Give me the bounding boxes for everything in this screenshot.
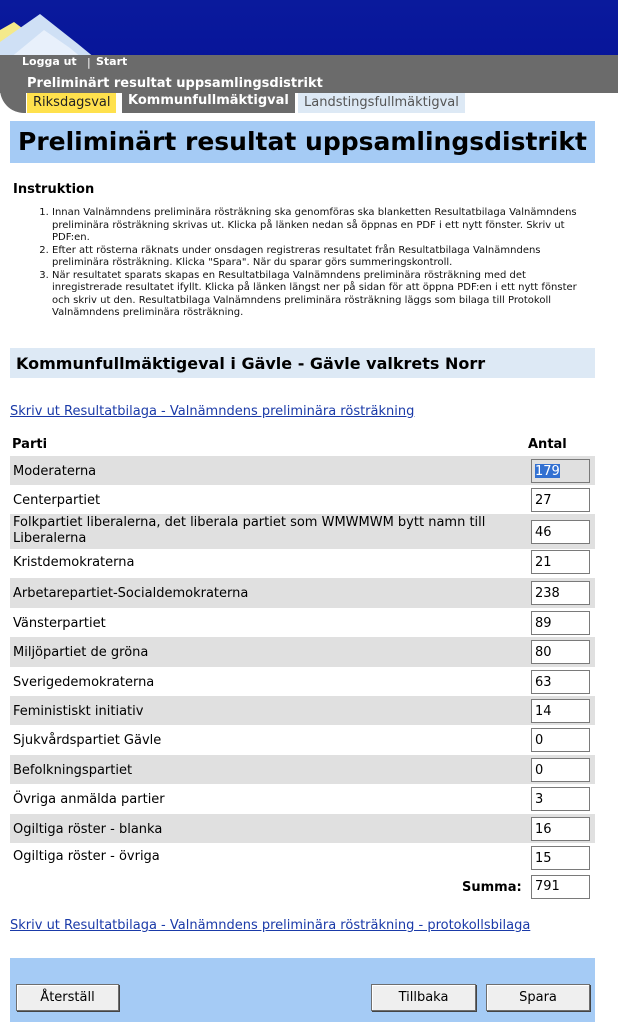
party-name: Befolkningspartiet: [13, 763, 133, 778]
logout-link[interactable]: Logga ut: [22, 55, 77, 68]
page-title: Preliminärt resultat uppsamlingsdistrikt: [18, 127, 587, 156]
votes-input-miljopartiet[interactable]: [531, 640, 590, 664]
election-section-header: [10, 348, 595, 378]
sum-value: 791: [531, 875, 590, 899]
party-name: Sjukvårdspartiet Gävle: [13, 733, 162, 748]
start-link[interactable]: Start: [96, 55, 128, 68]
votes-input-socialdemokraterna[interactable]: [531, 581, 590, 605]
party-name: Centerpartiet: [13, 493, 101, 508]
page-title-box: [10, 121, 595, 163]
party-name: Feministiskt initiativ: [13, 704, 144, 719]
table-row: [10, 514, 595, 549]
party-name: Folkpartiet liberalerna, det liberala partiet som WMWMWM bytt namn till Liberalerna: [13, 515, 486, 546]
votes-input-moderaterna[interactable]: [531, 459, 590, 483]
tab-kommunfullmaktigval[interactable]: Kommunfullmäktigval: [122, 91, 295, 113]
instructions-heading: Instruktion: [13, 182, 95, 197]
header-banner: [0, 0, 618, 58]
party-name: Arbetarepartiet-Socialdemokraterna: [13, 586, 249, 601]
sum-label: Summa:: [462, 880, 522, 895]
table-row: [10, 578, 595, 608]
votes-input-ovriga-partier[interactable]: [531, 787, 590, 811]
votes-input-ogiltiga-blanka[interactable]: [531, 817, 590, 841]
votes-input-befolkningspartiet[interactable]: [531, 758, 590, 782]
party-name: Övriga anmälda partier: [13, 792, 165, 807]
party-name: Kristdemokraterna: [13, 555, 135, 570]
back-button[interactable]: Tillbaka: [371, 984, 476, 1011]
party-name: Sverigedemokraterna: [13, 675, 155, 690]
votes-input-sverigedemokraterna[interactable]: [531, 670, 590, 694]
table-row: [10, 843, 595, 873]
party-name: Moderaterna: [13, 464, 97, 479]
table-row: [10, 755, 595, 784]
party-name: Miljöpartiet de gröna: [13, 645, 149, 660]
votes-input-feministiskt-initiativ[interactable]: [531, 699, 590, 723]
party-name: Ogiltiga röster - blanka: [13, 822, 163, 837]
tab-riksdagsval[interactable]: Riksdagsval: [27, 93, 116, 113]
table-row: [10, 784, 595, 814]
tab-landstingsfullmaktigval[interactable]: Landstingsfullmäktigval: [298, 93, 465, 113]
table-row: [10, 696, 595, 725]
instruction-item: 2. Efter att rösterna räknats under onsdagen registreras resultatet från Resultatbilaga Valnämndens preliminära rösträkning. Klicka "Spara". När du sparar görs summeringskontroll.: [52, 245, 594, 270]
table-row: [10, 814, 595, 843]
top-navigation: [0, 55, 618, 71]
votes-input-ogiltiga-ovriga[interactable]: [531, 846, 590, 870]
party-results-table: [10, 456, 595, 873]
instruction-item: 3. När resultatet sparats skapas en Resultatbilaga Valnämndens preliminära rösträkning med det inregistrerade resultatet ifyllt. Klicka på länken längst ner på sidan för att öppna PDF:en i ett nytt fönster och skriv ut den. Resultatbilaga Valnämndens preliminära rösträkning läggs som bilaga till Protokoll Valnämndens preliminära rösträkning.: [52, 270, 594, 320]
votes-input-folkpartiet[interactable]: [531, 520, 590, 544]
table-row: [10, 608, 595, 637]
print-resultatbilaga-link[interactable]: Skriv ut Resultatbilaga - Valnämndens preliminära rösträkning: [10, 404, 415, 419]
instruction-item: 1. Innan Valnämndens preliminära rösträkning ska genomföras ska blanketten Resultatbilaga Valnämndens preliminära rösträkning skrivas ut. Klicka på länken nedan så öppnas en PDF i ett nytt fönster. Skriv ut PDF:en.: [52, 207, 594, 245]
print-protokollsbilaga-link[interactable]: Skriv ut Resultatbilaga - Valnämndens preliminära rösträkning - protokollsbilaga: [10, 918, 531, 933]
mountain-logo-icon: [0, 0, 120, 58]
table-row: [10, 725, 595, 755]
votes-input-vansterpartiet[interactable]: [531, 611, 590, 635]
election-title: Kommunfullmäktigeval i Gävle - Gävle valkrets Norr: [16, 354, 486, 373]
table-row: [10, 549, 595, 578]
save-button[interactable]: Spara: [486, 984, 590, 1011]
column-header-antal: Antal: [528, 437, 567, 452]
table-row: [10, 667, 595, 696]
table-row: [10, 637, 595, 667]
table-row: [10, 485, 595, 514]
column-header-parti: Parti: [12, 437, 48, 452]
nav-separator: |: [87, 56, 91, 69]
votes-input-centerpartiet[interactable]: [531, 488, 590, 512]
party-name: Vänsterpartiet: [13, 616, 106, 631]
party-name: Ogiltiga röster - övriga: [13, 849, 160, 864]
table-row: [10, 456, 595, 485]
subheader-title: Preliminärt resultat uppsamlingsdistrikt: [27, 76, 323, 91]
votes-input-kristdemokraterna[interactable]: [531, 550, 590, 574]
instructions-list: [38, 207, 594, 320]
votes-input-sjukvardspartiet[interactable]: [531, 728, 590, 752]
reset-button[interactable]: Återställ: [16, 984, 119, 1011]
